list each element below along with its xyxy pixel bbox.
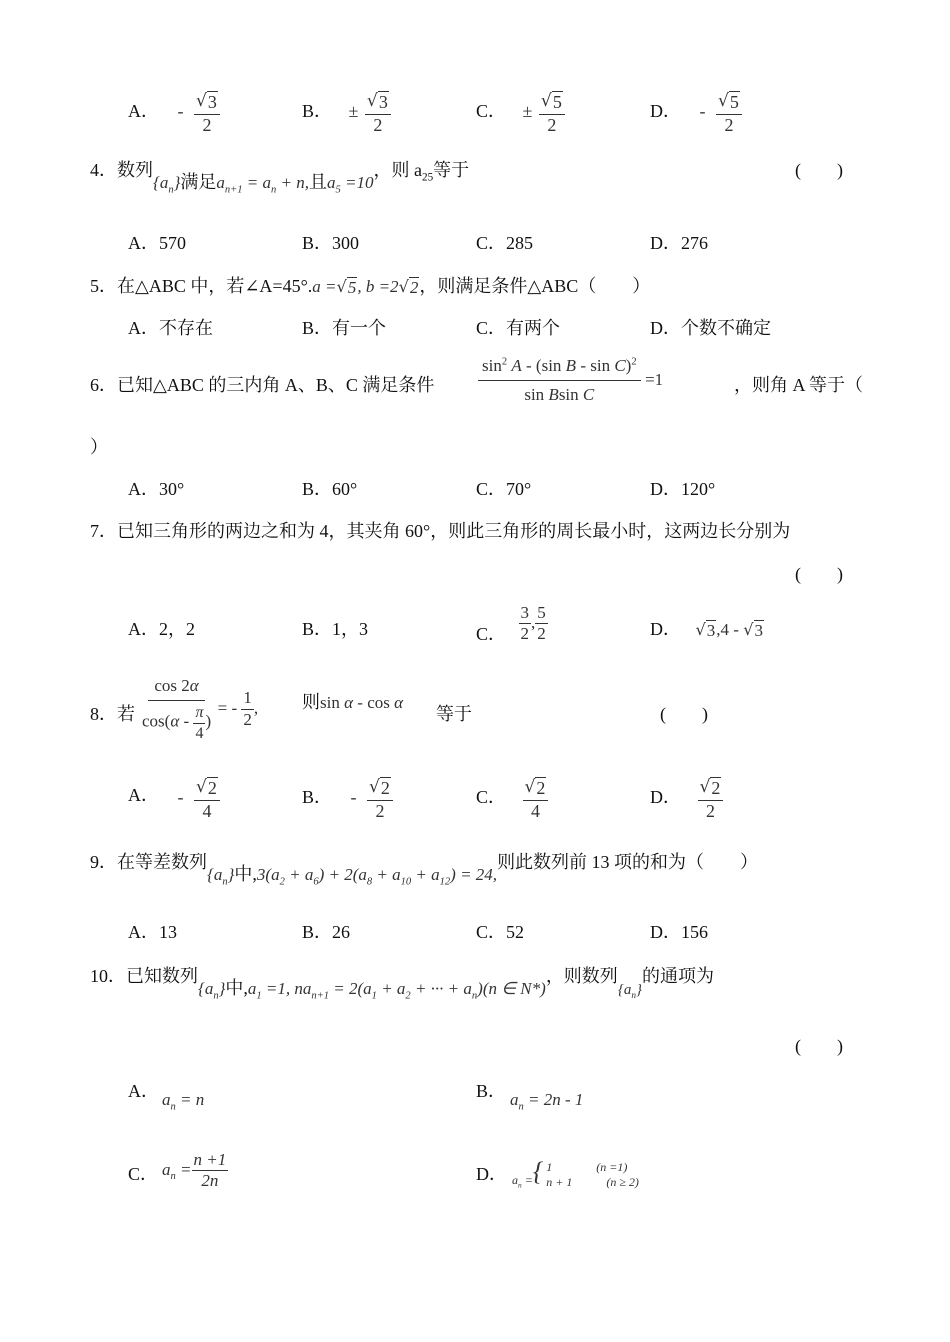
answer-paren[interactable]: ( ) bbox=[795, 1036, 843, 1056]
sign: - bbox=[177, 101, 184, 122]
formula: $a_{n+1} = a_n + n$, bbox=[216, 173, 310, 196]
q8-option-a[interactable]: A． - √ 2 4 bbox=[128, 776, 220, 822]
q8-formula: cos 2α cos(α - $\frac{\pi}{4}$ ) = - $\frac{1}{2}$ , bbox=[142, 676, 259, 742]
q10-option-a-formula: $a_n = n$ bbox=[162, 1090, 205, 1113]
q5-option-b[interactable]: B．有一个 bbox=[302, 318, 387, 338]
q8-option-b[interactable]: B． - √ 2 2 bbox=[302, 776, 393, 822]
formula: $\{a_n\}$ bbox=[153, 173, 181, 196]
question-number: 7． bbox=[90, 521, 117, 541]
q3-option-b[interactable] bbox=[302, 90, 391, 136]
q10-option-c-formula: $a_n$ = $\frac{n +1}{2n}$ bbox=[162, 1150, 227, 1191]
q6-option-c[interactable]: C．70° bbox=[476, 479, 532, 499]
formula: {an} bbox=[617, 982, 642, 1001]
q5-stem: 5．在△ABC 中，若∠A=45°.a = √ 5 , b =2 √ 2 ，则满足条件△ABC（ ） bbox=[90, 276, 651, 297]
question-number: 6． bbox=[90, 375, 117, 395]
formula: $a_5 =10$ bbox=[327, 173, 374, 196]
q7-option-b[interactable]: B．1，3 bbox=[302, 619, 369, 639]
sign: - bbox=[699, 101, 706, 122]
answer-paren[interactable]: ( ) bbox=[795, 564, 843, 584]
sqrt-sign-icon: √ bbox=[196, 777, 207, 797]
q4-option-d[interactable]: D．276 bbox=[650, 233, 708, 253]
formula: a = √ 5 , b =2 √ 2 bbox=[312, 277, 419, 297]
fraction: √ 2 2 bbox=[367, 776, 393, 822]
q4-stem: 4．数列$\{a_n\}$满足$a_{n+1} = a_n + n$,且$a_5 =10$，则 $a_{25}$等于 bbox=[90, 160, 470, 196]
option-label: A． bbox=[128, 101, 159, 122]
fraction: √ 3 2 bbox=[194, 90, 220, 136]
formula: sin α - cos α bbox=[320, 693, 404, 712]
sqrt-sign-icon: √ bbox=[196, 91, 207, 111]
sqrt-sign-icon: √ bbox=[718, 91, 729, 111]
fraction: √ 2 4 bbox=[194, 776, 220, 822]
q9-option-d[interactable]: D．156 bbox=[650, 922, 708, 942]
fraction: √ 2 2 bbox=[698, 776, 724, 822]
formula: $\frac{3}{2}$ , $\frac{5}{2}$ bbox=[520, 603, 546, 644]
q7-option-d[interactable]: D． √ 3 ,4 - √ 3 bbox=[650, 619, 764, 640]
q6-option-d[interactable]: D．120° bbox=[650, 479, 716, 499]
q10-option-b-formula: $a_n = 2n - 1$ bbox=[510, 1090, 584, 1113]
answer-paren[interactable]: ( ) bbox=[660, 704, 708, 724]
q6-option-b[interactable]: B．60° bbox=[302, 479, 358, 499]
q9-option-a[interactable]: A．13 bbox=[128, 922, 177, 942]
formula: $\{a_n\}$ bbox=[207, 865, 235, 888]
question-number: 4． bbox=[90, 160, 117, 180]
option-label: C． bbox=[476, 101, 507, 122]
q9-option-b[interactable]: B．26 bbox=[302, 922, 351, 942]
question-number: 5． bbox=[90, 276, 117, 296]
q4-option-c[interactable]: C．285 bbox=[476, 233, 534, 253]
answer-paren[interactable]: ( ) bbox=[795, 160, 843, 180]
question-number: 9． bbox=[90, 852, 117, 872]
q6-stem-end: ，则角 A 等于（ bbox=[734, 375, 864, 395]
sqrt-sign-icon: √ bbox=[699, 777, 711, 797]
sign: ± bbox=[348, 101, 359, 122]
option-label: D． bbox=[650, 101, 681, 122]
q8-option-c[interactable]: C． √ 2 4 bbox=[476, 776, 548, 822]
q7-option-c[interactable]: C． $\frac{3}{2}$ , $\frac{5}{2}$ bbox=[476, 603, 546, 644]
q5-option-d[interactable]: D．个数不确定 bbox=[650, 318, 771, 338]
q6-paren-close: ） bbox=[90, 437, 108, 457]
fraction: √ 2 4 bbox=[523, 776, 549, 822]
q8-stem-mid: 则sin α - cos α bbox=[302, 692, 404, 712]
q8-option-d[interactable]: D． √ 2 2 bbox=[650, 776, 723, 822]
formula: $a_1 =1$, $na_{n+1} = 2(a_1 + a_2$ + ··· + $a_n)(n$ ∈ N*) bbox=[247, 979, 546, 1002]
stem-text: 数列 bbox=[117, 160, 153, 180]
q4-option-a[interactable]: A．570 bbox=[128, 233, 186, 253]
q5-option-c[interactable]: C．有两个 bbox=[476, 318, 561, 338]
q10-option-a[interactable]: A． bbox=[128, 1081, 159, 1101]
formula: √ 3 ,4 - √ 3 bbox=[695, 620, 764, 640]
q3-option-d[interactable] bbox=[650, 90, 742, 136]
q10-option-d[interactable]: D． bbox=[476, 1164, 507, 1184]
q10-option-d-formula: $a_n$ ={ 1 (n =1) n + 1 (n ≥ 2) bbox=[512, 1157, 639, 1190]
q10-option-b[interactable]: B． bbox=[476, 1081, 507, 1101]
q5-option-a[interactable]: A．不存在 bbox=[128, 318, 213, 338]
q8-stem-end: 等于 bbox=[436, 704, 472, 724]
sign: ± bbox=[522, 101, 533, 122]
sqrt-sign-icon: √ bbox=[524, 777, 536, 797]
q6-formula: $\frac{\sin^2 A - (\sin B - \sin C)^2}{\text{sin Bsin C}}$ =1 bbox=[478, 356, 663, 406]
fraction: √ 3 2 bbox=[365, 90, 391, 136]
q3-option-c[interactable] bbox=[476, 90, 565, 136]
formula: $3(a_2 + a_6) + 2(a_8 + a_{10} + a_{12}) = 24$, bbox=[256, 865, 498, 888]
option-label: B． bbox=[302, 101, 333, 122]
q9-option-c[interactable]: C．52 bbox=[476, 922, 525, 942]
formula: $\{a_n\}$ bbox=[198, 979, 226, 1002]
sqrt-sign-icon: √ bbox=[369, 777, 380, 797]
q6-option-a[interactable]: A．30° bbox=[128, 479, 185, 499]
q6-stem-start: 6．已知△ABC 的三内角 A、B、C 满足条件 bbox=[90, 375, 435, 395]
sqrt-sign-icon: √ bbox=[540, 91, 552, 111]
q7-option-a[interactable]: A．2，2 bbox=[128, 619, 195, 639]
q7-stem: 7．已知三角形的两边之和为 4，其夹角 60°，则此三角形的周长最小时，这两边长分别为 bbox=[90, 521, 791, 541]
question-number: 8． bbox=[90, 704, 117, 724]
q4-option-b[interactable]: B．300 bbox=[302, 233, 360, 253]
q10-option-c[interactable]: C． bbox=[128, 1164, 159, 1184]
question-number: 10． bbox=[90, 966, 126, 986]
q3-option-a[interactable] bbox=[128, 90, 220, 136]
fraction: √ 5 2 bbox=[716, 90, 742, 136]
fraction: √ 5 2 bbox=[539, 90, 565, 136]
q8-stem-start: 8．若 bbox=[90, 704, 135, 724]
sqrt-sign-icon: √ bbox=[366, 91, 378, 111]
q9-stem: 9．在等差数列$\{a_n\}$中$,3(a_2 + a_6) + 2(a_8 + a_{10} + a_{12}) = 24$,则此数列前 13 项的和为（ ） bbox=[90, 852, 759, 888]
q10-stem: 10．已知数列$\{a_n\}$中$,a_1 =1$, $na_{n+1} = 2(a_1 + a_2$ + ··· + $a_n)(n$ ∈ N*)，则数列$_{\{a_n\}}$的通项为 bbox=[90, 966, 714, 1002]
